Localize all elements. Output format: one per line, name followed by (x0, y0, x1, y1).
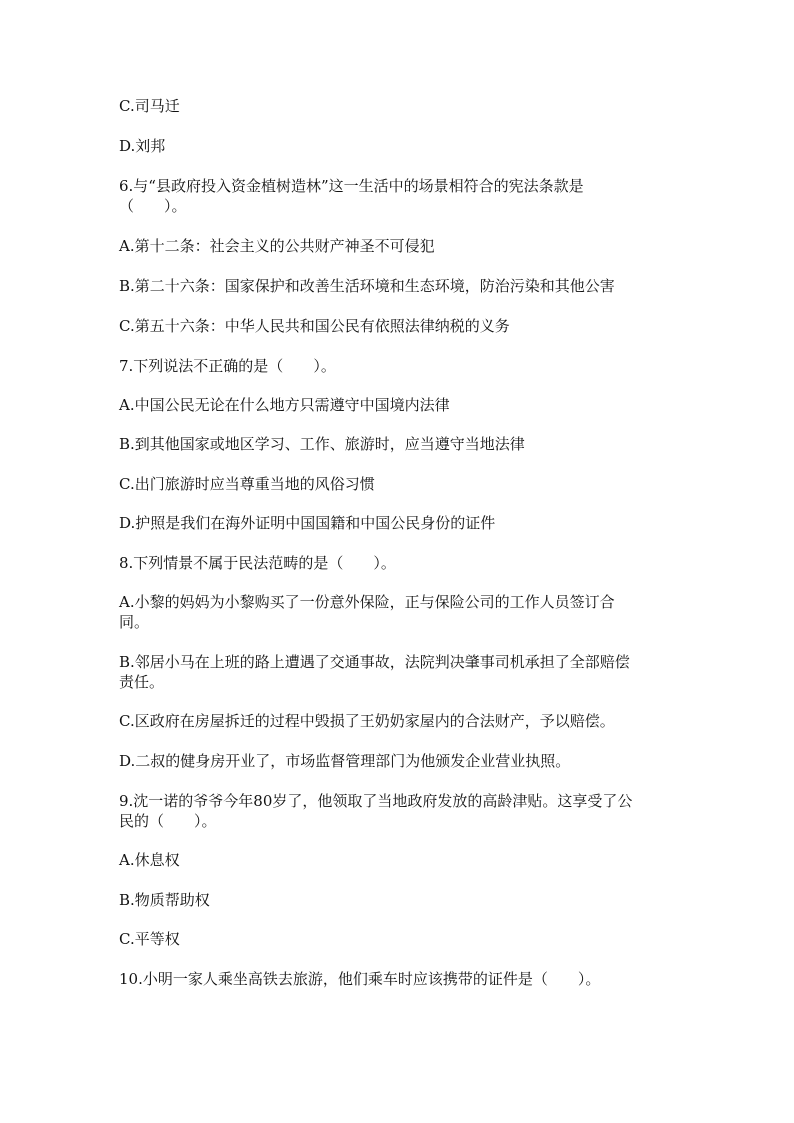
option-d-q5: D.刘邦 (119, 137, 166, 155)
option-c-q9: C.平等权 (119, 930, 180, 948)
option-c-q6: C.第五十六条：中华人民共和国公民有依照法律纳税的义务 (119, 317, 510, 335)
option-a-q8-line1: A.小黎的妈妈为小黎购买了一份意外保险，正与保险公司的工作人员签订合 (119, 593, 615, 611)
question-8-stem: 8.下列情景不属于民法范畴的是（ ）。 (119, 554, 396, 572)
option-b-q6: B.第二十六条：国家保护和改善生活环境和生态环境，防治污染和其他公害 (119, 277, 615, 295)
question-7-stem: 7.下列说法不正确的是（ ）。 (119, 357, 336, 375)
option-b-q8-line1: B.邻居小马在上班的路上遭遇了交通事故，法院判决肇事司机承担了全部赔偿 (119, 653, 630, 671)
option-d-q7: D.护照是我们在海外证明中国国籍和中国公民身份的证件 (119, 514, 496, 532)
option-b-q8-line2: 责任。 (119, 673, 165, 691)
option-c-q7: C.出门旅游时应当尊重当地的风俗习惯 (119, 475, 375, 493)
option-a-q7: A.中国公民无论在什么地方只需遵守中国境内法律 (119, 396, 450, 414)
question-6-blank: （ ）。 (119, 197, 187, 215)
option-a-q8-line2: 同。 (119, 613, 150, 631)
option-a-q9: A.休息权 (119, 851, 180, 869)
question-10-stem: 10.小明一家人乘坐高铁去旅游，他们乘车时应该携带的证件是（ ）。 (119, 970, 601, 988)
option-b-q7: B.到其他国家或地区学习、工作、旅游时，应当遵守当地法律 (119, 435, 525, 453)
option-c-q8: C.区政府在房屋拆迁的过程中毁损了王奶奶家屋内的合法财产，予以赔偿。 (119, 712, 615, 730)
option-d-q8: D.二叔的健身房开业了，市场监督管理部门为他颁发企业营业执照。 (119, 752, 571, 770)
question-9-stem-line1: 9.沈一诺的爷爷今年80岁了，他领取了当地政府发放的高龄津贴。这享受了公 (119, 792, 633, 810)
option-c-q5: C.司马迁 (119, 97, 180, 115)
option-b-q9: B.物质帮助权 (119, 891, 210, 909)
question-9-stem-line2: 民的（ ）。 (119, 812, 217, 830)
option-a-q6: A.第十二条：社会主义的公共财产神圣不可侵犯 (119, 237, 435, 255)
question-6-stem: 6.与“县政府投入资金植树造林”这一生活中的场景相符合的宪法条款是 (119, 177, 584, 195)
